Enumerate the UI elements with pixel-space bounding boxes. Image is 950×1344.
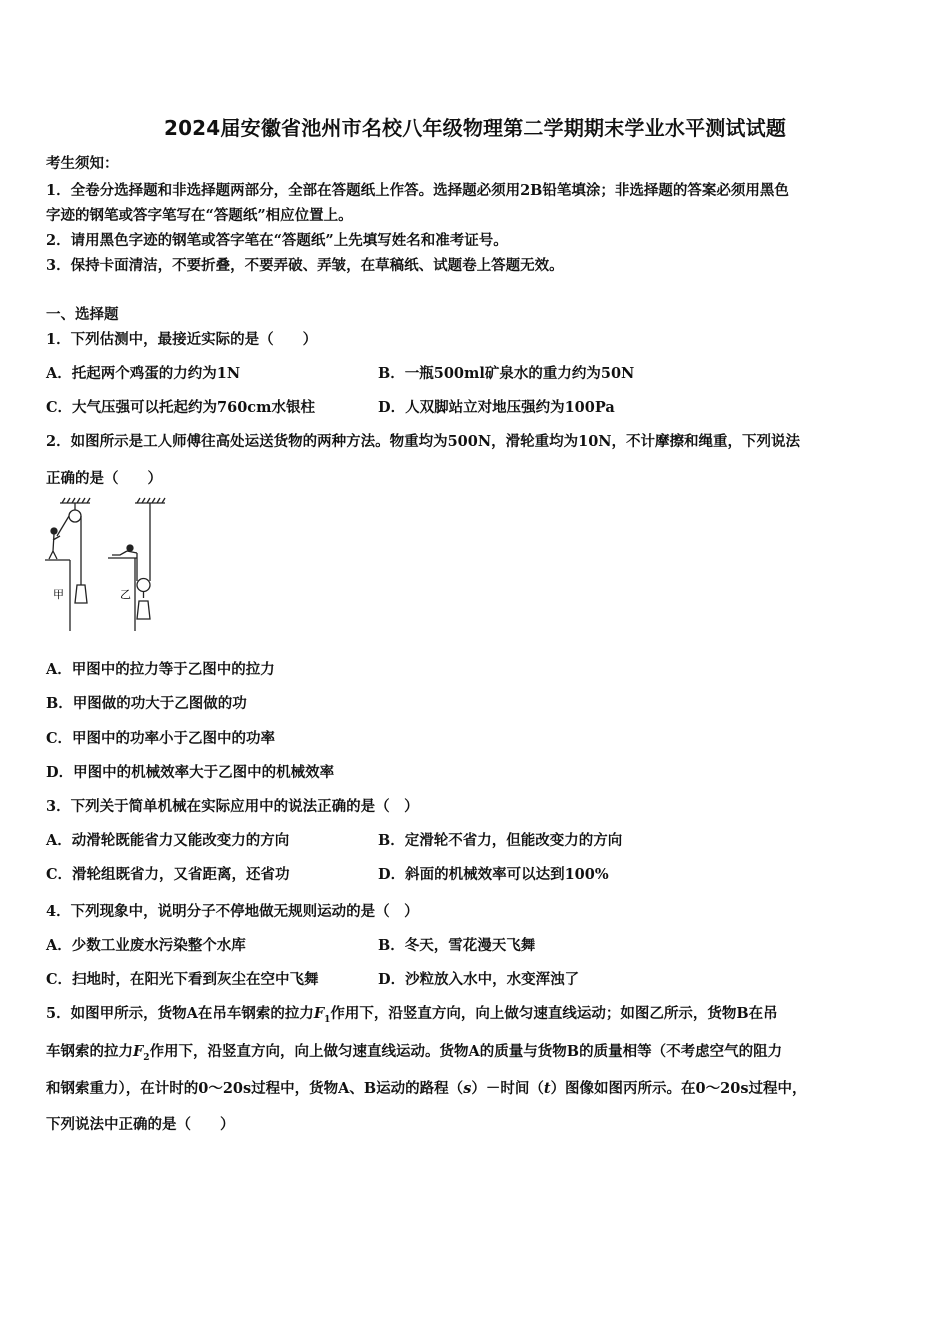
notice-heading: 考生须知：: [46, 155, 119, 172]
q3-option-b: B．定滑轮不省力，但能改变力的方向: [378, 832, 623, 849]
q1-option-b: B．一瓶500ml矿泉水的重力约为50N: [378, 365, 635, 382]
q4-option-b: B．冬天，雪花漫天飞舞: [378, 937, 536, 954]
page-title: 2024届安徽省池州市名校八年级物理第二学期期末学业水平测试试题: [163, 116, 787, 140]
q4-option-c: C．扫地时，在阳光下看到灰尘在空中飞舞: [46, 971, 319, 988]
q1-option-d: D．人双脚站立对地压强约为100Pa: [378, 399, 615, 416]
q2-stem-line2: 正确的是（ ）: [46, 470, 162, 487]
notice-item-3: 3．保持卡面清洁，不要折叠，不要弄破、弄皱，在草稿纸、试题卷上答题无效。: [46, 257, 564, 274]
q3-stem: 3．下列关于简单机械在实际应用中的说法正确的是（ ）: [46, 798, 419, 815]
q5-line2: 车钢索的拉力$F_2$作用下，沿竖直方向，向上做匀速直线运动。货物A的质量与货物B的质量相等（不考虑空气的阻力: [46, 1043, 783, 1063]
q4-option-d: D．沙粒放入水中，水变浑浊了: [378, 971, 580, 988]
label-jia: 甲: [53, 588, 64, 601]
notice-item-2: 2．请用黑色字迹的钢笔或答字笔在“答题纸”上先填写姓名和准考证号。: [46, 232, 508, 249]
q2-stem-line1: 2．如图所示是工人师傅往高处运送货物的两种方法。物重均为500N，滑轮重均为10N，不计摩擦和绳重，下列说法: [46, 433, 801, 450]
q3-option-d: D．斜面的机械效率可以达到100%: [378, 866, 609, 883]
q1-stem: 1．下列估测中，最接近实际的是（ ）: [46, 331, 318, 348]
label-yi: 乙: [120, 588, 131, 601]
q4-option-a: A．少数工业废水污染整个水库: [46, 937, 246, 954]
q3-option-a: A．动滑轮既能省力又能改变力的方向: [46, 832, 290, 849]
q2-option-d: D．甲图中的机械效率大于乙图中的机械效率: [46, 764, 335, 781]
q3-option-c: C．滑轮组既省力，又省距离，还省功: [46, 866, 290, 883]
q2-option-a: A．甲图中的拉力等于乙图中的拉力: [46, 661, 275, 678]
notice-item-1: 1．全卷分选择题和非选择题两部分，全部在答题纸上作答。选择题必须用2B铅笔填涂；非选择题的答案必须用黑色: [46, 182, 789, 199]
pulley-figure: [40, 493, 190, 638]
q1-option-c: C．大气压强可以托起约为760cm水银柱: [46, 399, 315, 416]
q5-line1: 5．如图甲所示，货物A在吊车钢索的拉力$F_1$作用下，沿竖直方向，向上做匀速直线运动；如图乙所示，货物B在吊: [46, 1005, 778, 1025]
q4-stem: 4．下列现象中，说明分子不停地做无规则运动的是（ ）: [46, 903, 419, 920]
q5-line3: 和钢索重力），在计时的0～20s过程中，货物A、B运动的路程（s）－时间（t）图像如图丙所示。在0～20s过程中，: [46, 1080, 807, 1097]
q5-line4: 下列说法中正确的是（ ）: [46, 1116, 235, 1133]
section-heading: 一、选择题: [46, 306, 119, 323]
q2-option-b: B．甲图做的功大于乙图做的功: [46, 695, 247, 712]
notice-item-1-cont: 字迹的钢笔或答字笔写在“答题纸”相应位置上。: [46, 207, 353, 224]
q2-option-c: C．甲图中的功率小于乙图中的功率: [46, 730, 276, 747]
q1-option-a: A．托起两个鸡蛋的力约为1N: [46, 365, 241, 382]
fixed-pulley-left: [69, 510, 81, 522]
pulley-diagram: [40, 493, 190, 638]
movable-pulley-right: [137, 579, 150, 592]
